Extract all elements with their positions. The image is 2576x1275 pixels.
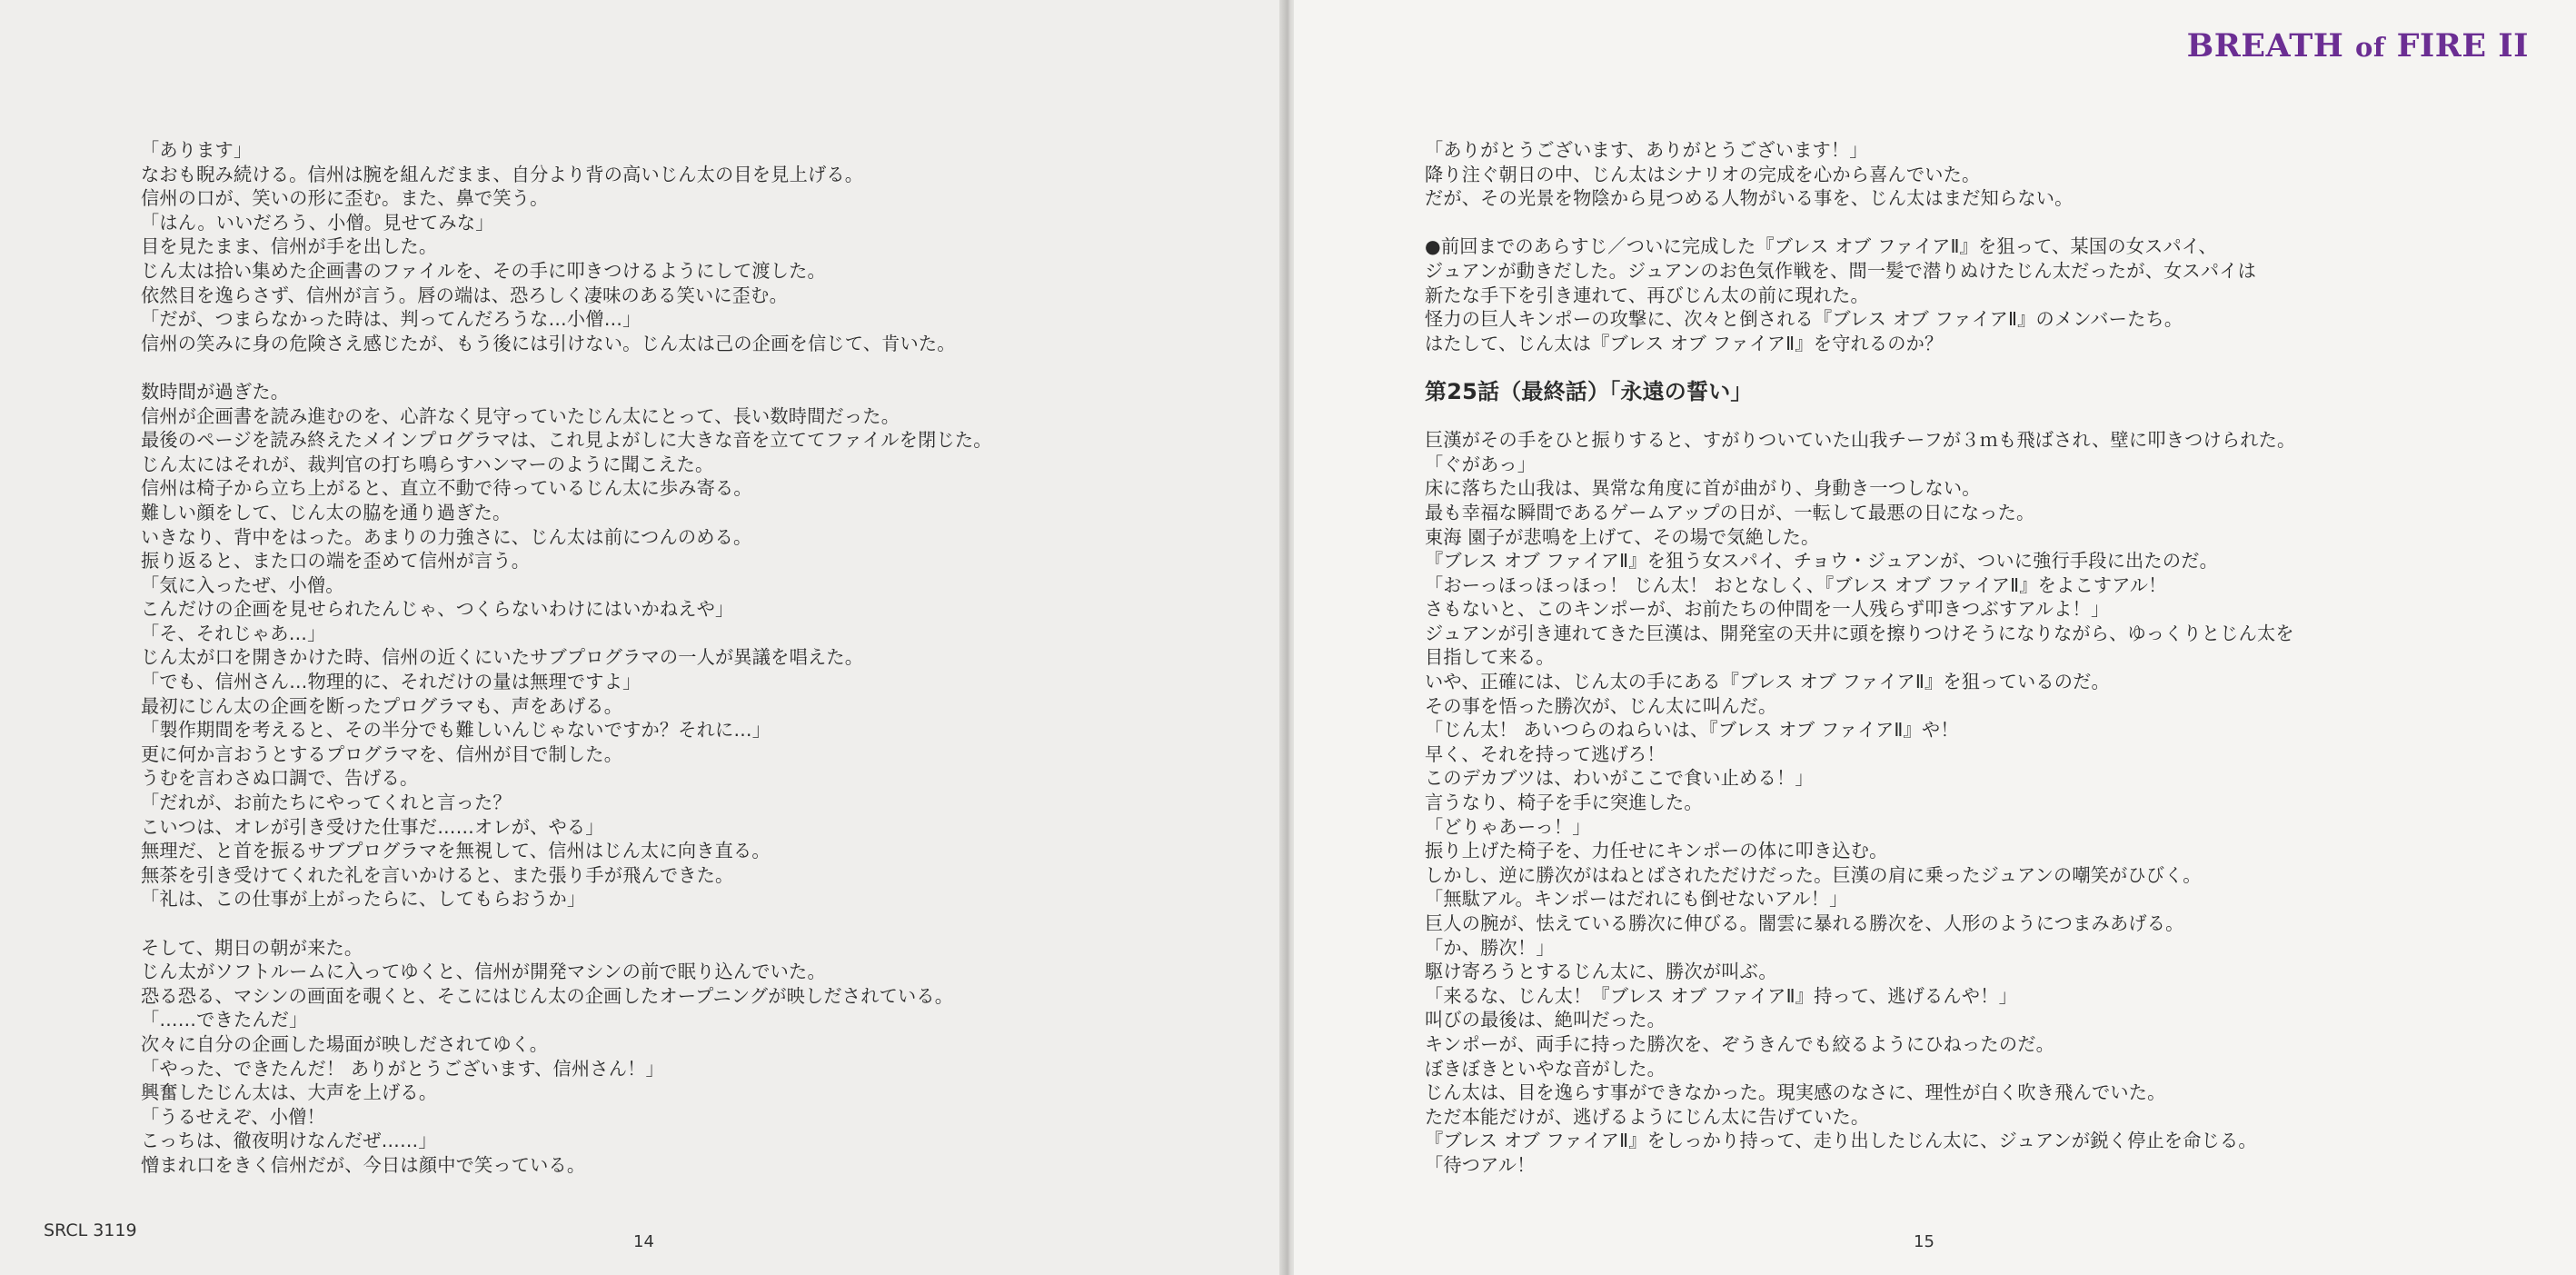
text-line: 最も幸福な瞬間であるゲームアップの日が、一転して最悪の日になった。 bbox=[1425, 501, 2035, 523]
left-page-text bbox=[141, 138, 992, 1178]
right-page-text bbox=[1425, 138, 2295, 1178]
text-line: そして、期日の朝が来た。 bbox=[141, 936, 363, 959]
text-line: 「ぐがあっ」 bbox=[1425, 453, 1537, 475]
text-line: 目を見たまま、信州が手を出した。 bbox=[141, 235, 438, 258]
text-line: 憎まれ口をきく信州だが、今日は顔中で笑っている。 bbox=[141, 1153, 586, 1176]
text-line: 新たな手下を引き連れて、再びじん太の前に現れた。 bbox=[1425, 284, 1869, 306]
text-line: ジュアンが引き連れてきた巨漢は、開発室の天井に頭を擦りつけそうになりながら、ゆっくりとじん太を bbox=[1425, 622, 2294, 644]
text-line: 「無駄アル。キンポーはだれにも倒せないアル！」 bbox=[1425, 888, 1848, 911]
text-line: 「やった、できたんだ！ ありがとうございます、信州さん！」 bbox=[141, 1057, 664, 1080]
text-line: 信州は椅子から立ち上がると、直立不動で待っているじん太に歩み寄る。 bbox=[141, 477, 752, 500]
text-line: 早く、それを持って逃げろ！ bbox=[1425, 742, 1666, 765]
paragraph bbox=[141, 380, 992, 911]
paragraph bbox=[1425, 234, 2295, 355]
text-line: ●前回までのあらすじ／ついに完成した『ブレス オブ ファイアⅡ』を狙って、某国の女スパイ、 bbox=[1425, 235, 2217, 258]
text-line: ただ本能だけが、逃げるようにじん太に告げていた。 bbox=[1425, 1105, 1870, 1128]
text-line: 東海 園子が悲鳴を上げて、その場で気絶した。 bbox=[1425, 525, 1820, 548]
text-line: さもないと、このキンポーが、お前たちの仲間を一人残らず叩きつぶすアルよ！」 bbox=[1425, 598, 2110, 621]
text-line: うむを言わさぬ口調で、告げる。 bbox=[141, 767, 419, 790]
text-line: いきなり、背中をはった。あまりの力強さに、じん太は前につんのめる。 bbox=[141, 525, 752, 548]
text-line: 叫びの最後は、絶叫だった。 bbox=[1425, 1009, 1666, 1031]
text-line: じん太が口を開きかけた時、信州の近くにいたサブプログラマの一人が異議を唱えた。 bbox=[141, 646, 864, 669]
text-line: 巨漢がその手をひと振りすると、すがりついていた山我チーフが３ｍも飛ばされ、壁に叩きつけられた。 bbox=[1425, 429, 2296, 452]
text-line: 「待つアル！ bbox=[1425, 1153, 1536, 1176]
text-line: 「そ、それじゃあ…」 bbox=[141, 622, 326, 644]
text-line: じん太がソフトルームに入ってゆくと、信州が開発マシンの前で眠り込んでいた。 bbox=[141, 961, 826, 983]
text-line: 「か、勝次！」 bbox=[1425, 936, 1555, 959]
right-page bbox=[1294, 0, 2576, 1275]
text-line: 最初にじん太の企画を断ったプログラマも、声をあげる。 bbox=[141, 694, 623, 717]
text-line: その事を悟った勝次が、じん太に叫んだ。 bbox=[1425, 694, 1777, 717]
text-line: 信州の笑みに身の危険さえ感じたが、もう後には引けない。じん太は己の企画を信じて、肯いた。 bbox=[141, 332, 956, 354]
text-line: はたして、じん太は『ブレス オブ ファイアⅡ』を守れるのか？ bbox=[1425, 332, 1944, 354]
text-line: こいつは、オレが引き受けた仕事だ……オレが、やる」 bbox=[141, 815, 604, 838]
text-line: 「どりゃあーっ！」 bbox=[1425, 815, 1591, 838]
text-line: 難しい顔をして、じん太の脇を通り過ぎた。 bbox=[141, 501, 512, 523]
text-line: 興奮したじん太は、大声を上げる。 bbox=[141, 1081, 438, 1104]
text-line: 「ありがとうございます、ありがとうございます！」 bbox=[1425, 139, 1868, 161]
text-line: キンポーが、両手に持った勝次を、ぞうきんでも絞るようにひねったのだ。 bbox=[1425, 1032, 2054, 1055]
text-line: 信州が企画書を読み進むのを、心許なく見守っていたじん太にとって、長い数時間だった。 bbox=[141, 404, 900, 427]
text-line: 怪力の巨人キンポーの攻撃に、次々と倒される『ブレス オブ ファイアⅡ』のメンバーたち。 bbox=[1425, 308, 2183, 331]
text-line: いや、正確には、じん太の手にある『ブレス オブ ファイアⅡ』を狙っているのだ。 bbox=[1425, 671, 2110, 693]
text-line: 「製作期間を考えると、その半分でも難しいんじゃないですか？それに…」 bbox=[141, 719, 771, 742]
text-line: このデカブツは、わいがここで食い止める！」 bbox=[1425, 767, 1814, 790]
text-line: 最後のページを読み終えたメインプログラマは、これ見よがしに大きな音を立ててファイルを閉じた。 bbox=[141, 429, 992, 452]
text-line: じん太は、目を逸らす事ができなかった。現実感のなさに、理性が白く吹き飛んでいた。 bbox=[1425, 1081, 2166, 1104]
text-line: 『ブレス オブ ファイアⅡ』を狙う女スパイ、チョウ・ジュアンが、ついに強行手段に出たのだ。 bbox=[1425, 550, 2218, 573]
breath-of-fire-logo: BREATH of FIRE II bbox=[2186, 27, 2529, 65]
text-line: ジュアンが動きだした。ジュアンのお色気作戦を、間一髪で潜りぬけたじん太だったが、女スパイは bbox=[1425, 259, 2257, 282]
left-page bbox=[0, 0, 1283, 1275]
text-line: 「でも、信州さん…物理的に、それだけの量は無理ですよ」 bbox=[141, 671, 642, 693]
text-line: 依然目を逸らさず、信州が言う。唇の端は、恐ろしく凄味のある笑いに歪む。 bbox=[141, 284, 788, 306]
text-line: 「気に入ったぜ、小僧。 bbox=[141, 573, 344, 596]
text-line: 振り返ると、また口の端を歪めて信州が言う。 bbox=[141, 550, 531, 573]
text-line: 「はん。いいだろう、小僧。見せてみな」 bbox=[141, 211, 494, 234]
text-line: 信州の口が、笑いの形に歪む。また、鼻で笑う。 bbox=[141, 187, 549, 210]
catalog-number: SRCL 3119 bbox=[44, 1220, 137, 1240]
text-line: 「あります」 bbox=[141, 139, 253, 161]
text-line: 数時間が過ぎた。 bbox=[141, 380, 290, 403]
chapter-title: 第25話（最終話）「永遠の誓い」 bbox=[1425, 378, 1753, 404]
text-line: 「うるせえぞ、小僧！ bbox=[141, 1105, 325, 1128]
text-line: 無茶を引き受けてくれた礼を言いかけると、また張り手が飛んできた。 bbox=[141, 863, 734, 886]
text-line: 「だが、つまらなかった時は、判ってんだろうな…小僧…」 bbox=[141, 308, 642, 331]
text-line: こんだけの企画を見せられたんじゃ、つくらないわけにはいかねえや」 bbox=[141, 598, 734, 621]
text-line: しかし、逆に勝次がはねとばされただけだった。巨漢の肩に乗ったジュアンの嘲笑がひびく。 bbox=[1425, 863, 2202, 886]
text-line: 「おーっほっほっほっ！ じん太！ おとなしく、『ブレス オブ ファイアⅡ』をよこすアル！ bbox=[1425, 573, 2167, 596]
text-line: 巨人の腕が、怯えている勝次に伸びる。闇雲に暴れる勝次を、人形のようにつまみあげる。 bbox=[1425, 912, 2184, 934]
text-line: 床に落ちた山我は、異常な角度に首が曲がり、身動き一つしない。 bbox=[1425, 477, 1981, 500]
text-line: 『ブレス オブ ファイアⅡ』をしっかり持って、走り出したじん太に、ジュアンが鋭く停止を命じる。 bbox=[1425, 1130, 2257, 1152]
text-line: 目指して来る。 bbox=[1425, 646, 1555, 669]
text-line: 「来るな、じん太！『ブレス オブ ファイアⅡ』持って、逃げるんや！」 bbox=[1425, 984, 2017, 1007]
text-line: 更に何か言おうとするプログラマを、信州が目で制した。 bbox=[141, 742, 623, 765]
text-line: じん太は拾い集めた企画書のファイルを、その手に叩きつけるようにして渡した。 bbox=[141, 259, 826, 282]
text-line: 無理だ、と首を振るサブプログラマを無視して、信州はじん太に向き直る。 bbox=[141, 840, 771, 862]
text-line: 振り上げた椅子を、力任せにキンポーの体に叩き込む。 bbox=[1425, 840, 1888, 862]
text-line: 「だれが、お前たちにやってくれと言った？ bbox=[141, 792, 512, 814]
paragraph bbox=[1425, 138, 2295, 211]
text-line: 「礼は、この仕事が上がったらに、してもらおうか」 bbox=[141, 888, 586, 911]
page-number-right: 15 bbox=[1914, 1232, 1934, 1251]
text-line: 言うなり、椅子を手に突進した。 bbox=[1425, 792, 1703, 814]
text-line: 「……できたんだ」 bbox=[141, 1009, 308, 1031]
text-line: 次々に自分の企画した場面が映しだされてゆく。 bbox=[141, 1032, 549, 1055]
paragraph bbox=[141, 936, 992, 1178]
text-line: 「じん太！ あいつらのねらいは、『ブレス オブ ファイアⅡ』や！ bbox=[1425, 719, 1959, 742]
paragraph bbox=[141, 138, 992, 355]
chapter-body bbox=[1425, 428, 2295, 1177]
text-line: じん太にはそれが、裁判官の打ち鳴らすハンマーのように聞こえた。 bbox=[141, 453, 714, 475]
text-line: こっちは、徹夜明けなんだぜ……」 bbox=[141, 1130, 437, 1152]
text-line: 恐る恐る、マシンの画面を覗くと、そこにはじん太の企画したオープニングが映しだされている。 bbox=[141, 984, 954, 1007]
text-line: 降り注ぐ朝日の中、じん太はシナリオの完成を心から喜んでいた。 bbox=[1425, 163, 1981, 185]
text-line: ぼきぼきといやな音がした。 bbox=[1425, 1057, 1666, 1080]
page-number-left: 14 bbox=[633, 1232, 654, 1251]
text-line: なおも睨み続ける。信州は腕を組んだまま、自分より背の高いじん太の目を見上げる。 bbox=[141, 163, 864, 185]
text-line: だが、その光景を物陰から見つめる人物がいる事を、じん太はまだ知らない。 bbox=[1425, 187, 2074, 210]
text-line: 駆け寄ろうとするじん太に、勝次が叫ぶ。 bbox=[1425, 961, 1777, 983]
